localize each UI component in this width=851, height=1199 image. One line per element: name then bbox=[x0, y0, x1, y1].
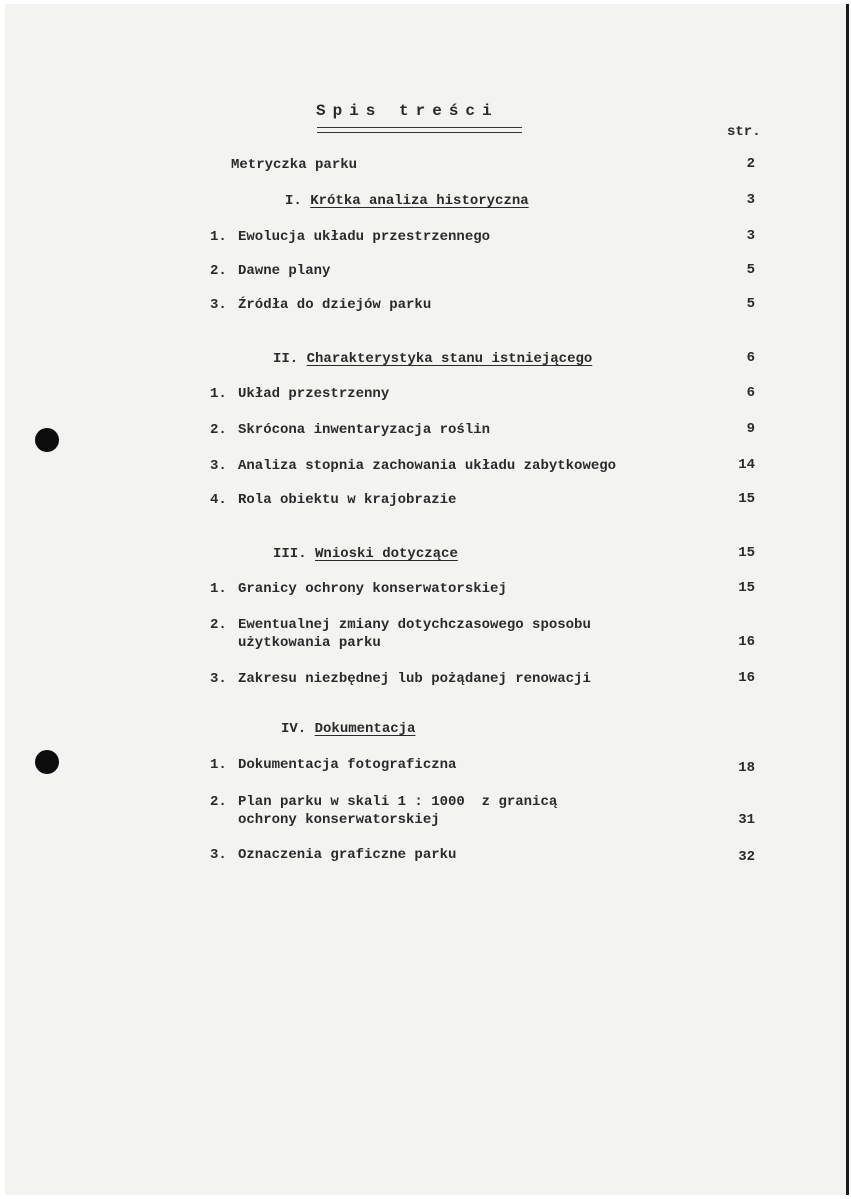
page-number: 31 bbox=[738, 812, 755, 828]
section-title: Dokumentacja bbox=[314, 721, 416, 737]
item-text: Dokumentacja fotograficzna bbox=[238, 757, 457, 773]
item-text-continued: ochrony konserwatorskiej bbox=[238, 812, 440, 828]
toc-entry bbox=[210, 262, 330, 280]
item-number: 1. bbox=[210, 581, 227, 597]
item-text: Ewolucja układu przestrzennego bbox=[238, 229, 491, 245]
item-text: Ewentualnej zmiany dotychczasowego sposobu bbox=[238, 617, 591, 633]
toc-entry bbox=[210, 385, 389, 403]
page-number: 14 bbox=[738, 457, 755, 473]
item-text: Analiza stopnia zachowania układu zabytkowego bbox=[238, 458, 617, 474]
toc-entry bbox=[210, 756, 456, 774]
toc-entry bbox=[210, 670, 591, 688]
section-numeral: III. bbox=[273, 546, 307, 562]
page-number: 6 bbox=[746, 350, 755, 366]
toc-entry bbox=[210, 296, 431, 314]
punch-hole bbox=[35, 428, 59, 452]
item-number: 3. bbox=[210, 458, 227, 474]
toc-entry bbox=[210, 580, 507, 598]
punch-hole bbox=[35, 750, 59, 774]
title-double-underline bbox=[317, 127, 522, 133]
item-text: Oznaczenia graficzne parku bbox=[238, 847, 457, 863]
page-title: Spis treści bbox=[316, 102, 499, 120]
item-number: 3. bbox=[210, 297, 227, 313]
section-numeral: I. bbox=[285, 193, 302, 209]
toc-entry bbox=[210, 846, 456, 864]
item-number: 1. bbox=[210, 386, 227, 402]
page-number: 32 bbox=[738, 849, 755, 865]
page-number: 3 bbox=[746, 192, 755, 208]
page-number: 2 bbox=[746, 156, 755, 172]
page-number: 16 bbox=[738, 670, 755, 686]
item-text: Dawne plany bbox=[238, 263, 331, 279]
item-number: 2. bbox=[210, 263, 227, 279]
item-number: 1. bbox=[210, 229, 227, 245]
section-heading-2 bbox=[273, 350, 592, 368]
section-heading-4 bbox=[281, 720, 415, 738]
page-number: 9 bbox=[746, 421, 755, 437]
page-number: 5 bbox=[746, 262, 755, 278]
section-title: Charakterystyka stanu istniejącego bbox=[306, 351, 593, 367]
section-heading-3 bbox=[273, 545, 458, 563]
item-text: Plan parku w skali 1 : 1000 z granicą bbox=[238, 794, 558, 810]
item-text-continued: użytkowania parku bbox=[238, 635, 381, 651]
toc-entry bbox=[210, 491, 456, 509]
page-number: 15 bbox=[738, 491, 755, 507]
item-text: Zakresu niezbędnej lub pożądanej renowacji bbox=[238, 671, 591, 687]
toc-entry-metryczka: Metryczka parku bbox=[231, 157, 358, 173]
section-numeral: II. bbox=[273, 351, 299, 367]
section-title: Krótka analiza historyczna bbox=[310, 193, 529, 209]
item-number: 3. bbox=[210, 847, 227, 863]
page-column-label: str. bbox=[727, 124, 761, 140]
item-number: 1. bbox=[210, 757, 227, 773]
item-text: Układ przestrzenny bbox=[238, 386, 390, 402]
section-numeral: IV. bbox=[281, 721, 307, 737]
section-title: Wnioski dotyczące bbox=[315, 546, 458, 562]
item-text: Rola obiektu w krajobrazie bbox=[238, 492, 457, 508]
item-text: Granicy ochrony konserwatorskiej bbox=[238, 581, 507, 597]
toc-entry bbox=[210, 421, 490, 439]
item-number: 2. bbox=[210, 794, 227, 810]
item-number: 3. bbox=[210, 671, 227, 687]
page-number: 16 bbox=[738, 634, 755, 650]
page-number: 6 bbox=[746, 385, 755, 401]
page-number: 15 bbox=[738, 545, 755, 561]
page-number: 18 bbox=[738, 760, 755, 776]
toc-entry bbox=[210, 616, 591, 652]
item-text: Skrócona inwentaryzacja roślin bbox=[238, 422, 491, 438]
page-number: 3 bbox=[746, 228, 755, 244]
item-number: 2. bbox=[210, 617, 227, 633]
section-heading-1 bbox=[285, 192, 529, 210]
toc-entry bbox=[210, 793, 557, 829]
item-text: Źródła do dziejów parku bbox=[238, 297, 432, 313]
item-number: 2. bbox=[210, 422, 227, 438]
page-number: 15 bbox=[738, 580, 755, 596]
page-number: 5 bbox=[746, 296, 755, 312]
toc-entry bbox=[210, 457, 616, 475]
document-page bbox=[5, 4, 849, 1195]
item-number: 4. bbox=[210, 492, 227, 508]
toc-entry bbox=[210, 228, 490, 246]
